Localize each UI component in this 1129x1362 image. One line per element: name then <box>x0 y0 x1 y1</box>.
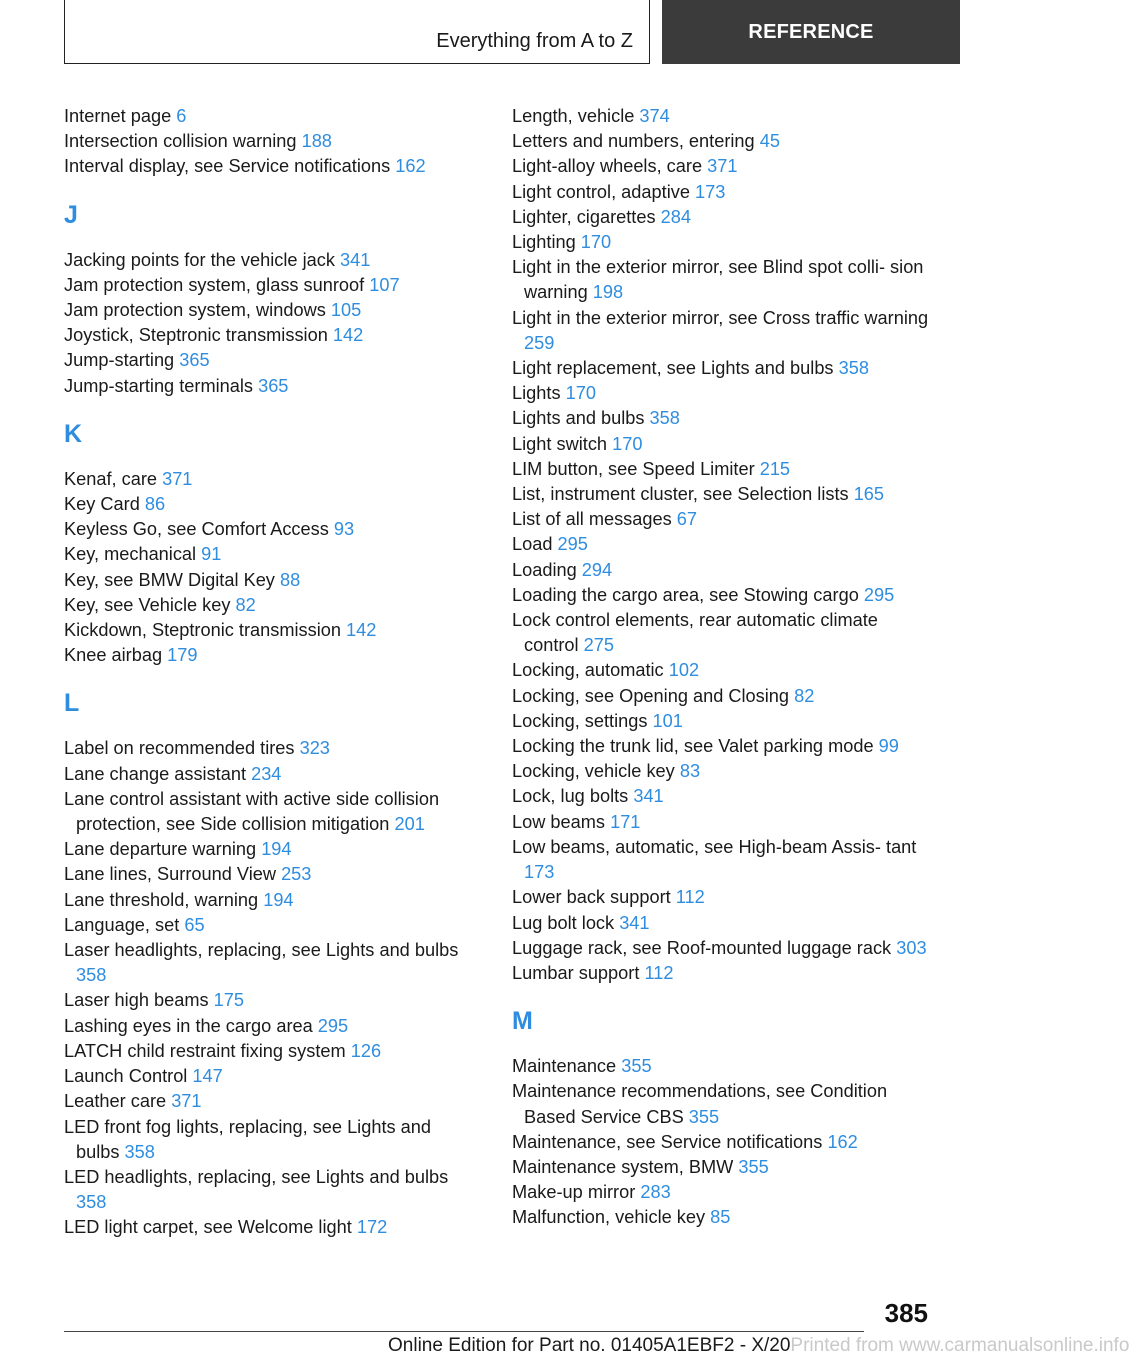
index-entry <box>512 104 932 129</box>
index-entry <box>64 1064 474 1089</box>
index-entry-term: Interval display, see Service notifications <box>64 156 391 177</box>
index-entry-term: Loading <box>512 559 577 580</box>
index-entry-term: Language, set <box>64 914 180 935</box>
index-entry-term: Lock control elements, rear automatic climate control <box>512 610 878 656</box>
chapter-title: REFERENCE <box>748 20 874 43</box>
index-page-link[interactable]: 171 <box>610 811 641 832</box>
index-entry <box>512 885 932 910</box>
index-page-link[interactable]: 371 <box>162 468 193 489</box>
index-page-link[interactable]: 371 <box>707 156 738 177</box>
index-entry-term: Light-alloy wheels, care <box>512 156 703 177</box>
index-entry <box>64 1165 474 1215</box>
index-entry <box>64 517 474 542</box>
index-page-link[interactable]: 179 <box>167 645 198 666</box>
index-page-link[interactable]: 93 <box>333 519 355 540</box>
index-letter-heading: J <box>64 200 78 229</box>
index-entry <box>512 1155 932 1180</box>
index-page-link[interactable]: 126 <box>350 1040 382 1061</box>
index-entry <box>64 1089 474 1114</box>
index-column-right <box>512 104 932 1231</box>
index-entry <box>64 323 474 348</box>
index-entry <box>64 736 474 761</box>
index-page-link[interactable]: 365 <box>258 375 289 396</box>
footer-watermark: Printed from www.carmanualsonline.info <box>790 1335 1129 1356</box>
index-entry <box>512 507 932 532</box>
index-entry-term: LED headlights, replacing, see Lights and bulbs <box>64 1166 449 1187</box>
index-column-left <box>64 104 474 1241</box>
index-entry-term: Key, see Vehicle key <box>64 594 231 615</box>
index-entry <box>512 1054 932 1079</box>
index-page-link[interactable]: 188 <box>301 131 332 152</box>
index-entry-term: Lashing eyes in the cargo area <box>64 1015 313 1036</box>
index-entry-term: List, instrument cluster, see Selection lists <box>512 484 849 505</box>
index-entry <box>64 568 474 593</box>
index-entry-term: List of all messages <box>512 509 672 530</box>
index-entry <box>512 835 932 885</box>
index-page-link[interactable]: 358 <box>124 1141 155 1162</box>
index-entry <box>512 406 932 431</box>
index-entry-term: Lane control assistant with active side collision protection, see Side collision mitigation <box>64 788 440 835</box>
index-page-link[interactable]: 341 <box>633 786 664 807</box>
index-page-link[interactable]: 99 <box>878 736 899 757</box>
index-entry <box>64 862 474 887</box>
index-entry <box>64 467 474 492</box>
index-entry <box>512 255 932 305</box>
index-entry-term: Malfunction, vehicle key <box>512 1207 706 1228</box>
index-entry-term: LATCH child restraint fixing system <box>64 1040 346 1061</box>
index-entry-term: Lock, lug bolts <box>512 786 629 807</box>
index-entry <box>64 273 474 298</box>
index-entry <box>64 888 474 913</box>
index-entry-term: LED front fog lights, replacing, see Lights and bulbs <box>64 1116 432 1162</box>
index-page-link[interactable]: 275 <box>583 635 615 656</box>
index-entry-term: Lane change assistant <box>64 763 247 784</box>
index-entry-term: Locking, vehicle key <box>512 761 675 782</box>
index-entry <box>512 180 932 205</box>
index-entry <box>512 1130 932 1155</box>
index-entry <box>512 1180 932 1205</box>
index-entry-term: Letters and numbers, entering <box>512 131 755 152</box>
index-page-link[interactable]: 91 <box>201 544 222 565</box>
index-page-link[interactable]: 358 <box>838 358 869 379</box>
index-entry-term: Light in the exterior mirror, see Blind spot colli‐ sion warning <box>512 257 924 303</box>
index-entry <box>64 129 474 154</box>
index-page-link[interactable]: 341 <box>619 912 650 933</box>
index-page-link[interactable]: 173 <box>695 181 726 202</box>
index-page-link[interactable]: 253 <box>281 864 312 885</box>
index-entry <box>512 356 932 381</box>
index-entry-term: Loading the cargo area, see Stowing cargo <box>512 584 859 605</box>
index-entry-term: Locking the trunk lid, see Valet parking mode <box>512 736 874 757</box>
index-entry <box>512 532 932 557</box>
index-entry-term: Intersection collision warning <box>64 131 297 152</box>
index-entry-term: Laser headlights, replacing, see Lights and bulbs <box>64 940 459 961</box>
index-entry <box>64 154 474 179</box>
index-page-link[interactable]: 295 <box>557 534 588 555</box>
index-entry <box>512 784 932 809</box>
index-entry-term: Luggage rack, see Roof-mounted luggage rack <box>512 937 892 958</box>
index-letter-heading: K <box>64 419 83 448</box>
index-entry <box>64 787 474 837</box>
index-page-link[interactable]: 295 <box>317 1015 349 1036</box>
index-page-link[interactable]: 194 <box>263 889 294 910</box>
index-page-link[interactable]: 162 <box>395 156 426 177</box>
index-page-link[interactable]: 358 <box>76 965 107 986</box>
index-entry-term: Kenaf, care <box>64 468 158 489</box>
index-entry-term: Lighter, cigarettes <box>512 206 656 227</box>
index-entry <box>512 583 932 608</box>
index-entry-term: Light in the exterior mirror, see Cross traffic warning <box>512 307 929 328</box>
index-entry-term: Launch Control <box>64 1066 188 1087</box>
index-page-link[interactable]: 85 <box>710 1207 731 1228</box>
page-number: 385 <box>884 1298 928 1328</box>
index-page-link[interactable]: 355 <box>738 1156 769 1177</box>
index-page-link[interactable]: 102 <box>668 660 700 681</box>
index-entry-term: Locking, settings <box>512 710 648 731</box>
index-page-link[interactable]: 371 <box>171 1091 202 1112</box>
index-entry-term: Maintenance, see Service notifications <box>512 1131 823 1152</box>
index-entry <box>64 298 474 323</box>
index-page-link[interactable]: 65 <box>184 914 205 935</box>
index-page-link[interactable]: 170 <box>580 232 612 253</box>
index-entry-term: Internet page <box>64 106 172 126</box>
index-entry <box>64 374 474 399</box>
index-entry <box>512 734 932 759</box>
index-entry-term: Joystick, Steptronic transmission <box>64 325 328 346</box>
index-page-link[interactable]: 165 <box>853 484 885 505</box>
index-entry <box>512 154 932 179</box>
index-entry-term: Laser high beams <box>64 990 209 1011</box>
index-page-link[interactable]: 107 <box>369 274 400 295</box>
index-entry-term: LIM button, see Speed Limiter <box>512 458 755 479</box>
index-entry-term: Jump-starting <box>64 350 175 371</box>
index-entry-term: Keyless Go, see Comfort Access <box>64 519 329 540</box>
index-entry-term: Jam protection system, windows <box>64 300 326 321</box>
index-entry <box>512 129 932 154</box>
index-page-link[interactable]: 358 <box>649 408 680 429</box>
index-entry-term: Leather care <box>64 1091 167 1112</box>
index-entry-term: Lighting <box>512 232 576 253</box>
index-entry-term: Light replacement, see Lights and bulbs <box>512 358 834 379</box>
index-entry-term: Lumbar support <box>512 962 640 983</box>
index-page-link[interactable]: 101 <box>652 710 683 731</box>
index-page-link[interactable]: 170 <box>612 433 643 454</box>
index-entry <box>64 938 474 988</box>
index-page-link[interactable]: 303 <box>896 937 927 958</box>
index-page-link[interactable]: 86 <box>144 494 166 515</box>
index-letter-heading: M <box>512 1007 533 1036</box>
header-section-box <box>64 0 650 64</box>
index-page-link[interactable]: 147 <box>192 1066 223 1087</box>
footer-divider <box>64 1331 864 1332</box>
index-entry-term: Low beams, automatic, see High-beam Assis‐ tant <box>512 836 917 857</box>
index-entry-term: Lights and bulbs <box>512 408 645 429</box>
index-entry <box>512 936 932 961</box>
index-entry-term: Jam protection system, glass sunroof <box>64 274 365 295</box>
index-entry <box>64 492 474 517</box>
index-entry <box>64 104 474 129</box>
index-page-link[interactable]: 358 <box>76 1192 107 1213</box>
index-entry <box>512 810 932 835</box>
index-entry <box>512 961 932 986</box>
index-page-link[interactable]: 45 <box>759 131 780 152</box>
index-entry-term: Jacking points for the vehicle jack <box>64 249 335 270</box>
index-entry-term: Make-up mirror <box>512 1182 636 1203</box>
index-entry-term: Kickdown, Steptronic transmission <box>64 620 341 641</box>
index-page-link[interactable]: 170 <box>565 383 596 404</box>
index-entry-term: Maintenance system, BMW <box>512 1156 734 1177</box>
index-page-link[interactable]: 6 <box>176 106 187 126</box>
index-page-link[interactable]: 67 <box>676 509 698 530</box>
index-entry-term: Lug bolt lock <box>512 912 615 933</box>
index-entry-term: Lower back support <box>512 887 671 908</box>
index-entry <box>512 759 932 784</box>
index-page-link[interactable]: 323 <box>299 738 330 759</box>
index-entry <box>512 205 932 230</box>
index-entry <box>512 658 932 683</box>
index-entry-term: Light control, adaptive <box>512 181 690 202</box>
index-page-link[interactable]: 355 <box>688 1106 720 1127</box>
index-entry-term: Maintenance recommendations, see Condition Based Service CBS <box>512 1081 888 1127</box>
index-entry-term: Light switch <box>512 433 608 454</box>
index-page-link[interactable]: 112 <box>675 887 705 908</box>
index-entry <box>64 643 474 668</box>
footer-edition <box>388 1335 1129 1357</box>
index-page-link[interactable]: 365 <box>179 350 210 371</box>
index-entry-term: Low beams <box>512 811 606 832</box>
index-entry-term: Length, vehicle <box>512 106 635 126</box>
index-entry <box>64 248 474 273</box>
index-page-link[interactable]: 355 <box>621 1056 652 1077</box>
index-page-link[interactable]: 234 <box>251 763 282 784</box>
index-page-link[interactable]: 83 <box>679 761 701 782</box>
index-entry-term: Lane threshold, warning <box>64 889 259 910</box>
index-entry <box>512 709 932 734</box>
index-page-link[interactable]: 194 <box>261 839 292 860</box>
index-entry <box>512 482 932 507</box>
index-entry-term: Load <box>512 534 553 555</box>
index-entry-term: Locking, automatic <box>512 660 664 681</box>
index-entry <box>64 1215 474 1240</box>
index-page-link[interactable]: 374 <box>639 106 670 126</box>
index-entry <box>64 542 474 567</box>
index-page-link[interactable]: 105 <box>330 300 362 321</box>
index-entry <box>64 837 474 862</box>
index-page-link[interactable]: 82 <box>794 685 815 706</box>
index-entry <box>512 1079 932 1129</box>
chapter-tab <box>662 0 960 64</box>
index-entry <box>64 348 474 373</box>
index-entry <box>512 306 932 356</box>
index-page-link[interactable]: 175 <box>213 990 244 1011</box>
index-page-link[interactable]: 172 <box>356 1217 388 1238</box>
index-entry <box>64 1014 474 1039</box>
index-entry-term: Label on recommended tires <box>64 738 295 759</box>
index-entry <box>64 988 474 1013</box>
index-entry-term: Key, mechanical <box>64 544 197 565</box>
index-entry <box>512 558 932 583</box>
index-entry <box>64 913 474 938</box>
index-page-link[interactable]: 215 <box>759 458 791 479</box>
index-entry <box>64 1115 474 1165</box>
index-page-link[interactable]: 341 <box>340 249 371 270</box>
index-entry <box>512 1205 932 1230</box>
index-entry-term: Key Card <box>64 494 140 515</box>
index-entry <box>512 684 932 709</box>
index-entry <box>64 1039 474 1064</box>
index-page-link[interactable]: 82 <box>235 594 256 615</box>
index-entry <box>512 457 932 482</box>
index-page-link[interactable]: 198 <box>592 282 624 303</box>
index-entry-term: Lane departure warning <box>64 839 257 860</box>
index-entry <box>512 230 932 255</box>
index-entry <box>512 432 932 457</box>
index-entry-term: Jump-starting terminals <box>64 375 254 396</box>
index-entry-term: Lane lines, Surround View <box>64 864 276 885</box>
index-entry <box>64 618 474 643</box>
index-entry <box>64 762 474 787</box>
index-page-link[interactable]: 259 <box>524 332 555 353</box>
index-entry-term: Key, see BMW Digital Key <box>64 569 275 590</box>
index-entry-term: Lights <box>512 383 561 404</box>
section-title: Everything from A to Z <box>436 30 633 52</box>
index-page-link[interactable]: 294 <box>581 559 613 580</box>
index-letter-heading: L <box>64 689 80 718</box>
index-entry-term: Maintenance <box>512 1056 617 1077</box>
index-entry-term: LED light carpet, see Welcome light <box>64 1217 352 1238</box>
index-page-link[interactable]: 284 <box>660 206 691 227</box>
index-entry <box>64 593 474 618</box>
index-page-link[interactable]: 201 <box>394 814 425 835</box>
index-page-link[interactable]: 142 <box>332 325 364 346</box>
index-page-link[interactable]: 173 <box>524 862 555 883</box>
index-page-link[interactable]: 88 <box>279 569 301 590</box>
index-entry <box>512 911 932 936</box>
index-entry <box>512 608 932 658</box>
index-page-link[interactable]: 283 <box>640 1182 671 1203</box>
index-page-link[interactable]: 162 <box>827 1131 858 1152</box>
index-page-link[interactable]: 142 <box>346 620 377 641</box>
index-entry-term: Locking, see Opening and Closing <box>512 685 790 706</box>
index-entry <box>512 381 932 406</box>
footer-edition-text: Online Edition for Part no. 01405A1EBF2 - X/20 <box>388 1335 791 1356</box>
index-page-link[interactable]: 112 <box>644 962 674 983</box>
index-entry-term: Knee airbag <box>64 645 163 666</box>
index-page-link[interactable]: 295 <box>863 584 895 605</box>
